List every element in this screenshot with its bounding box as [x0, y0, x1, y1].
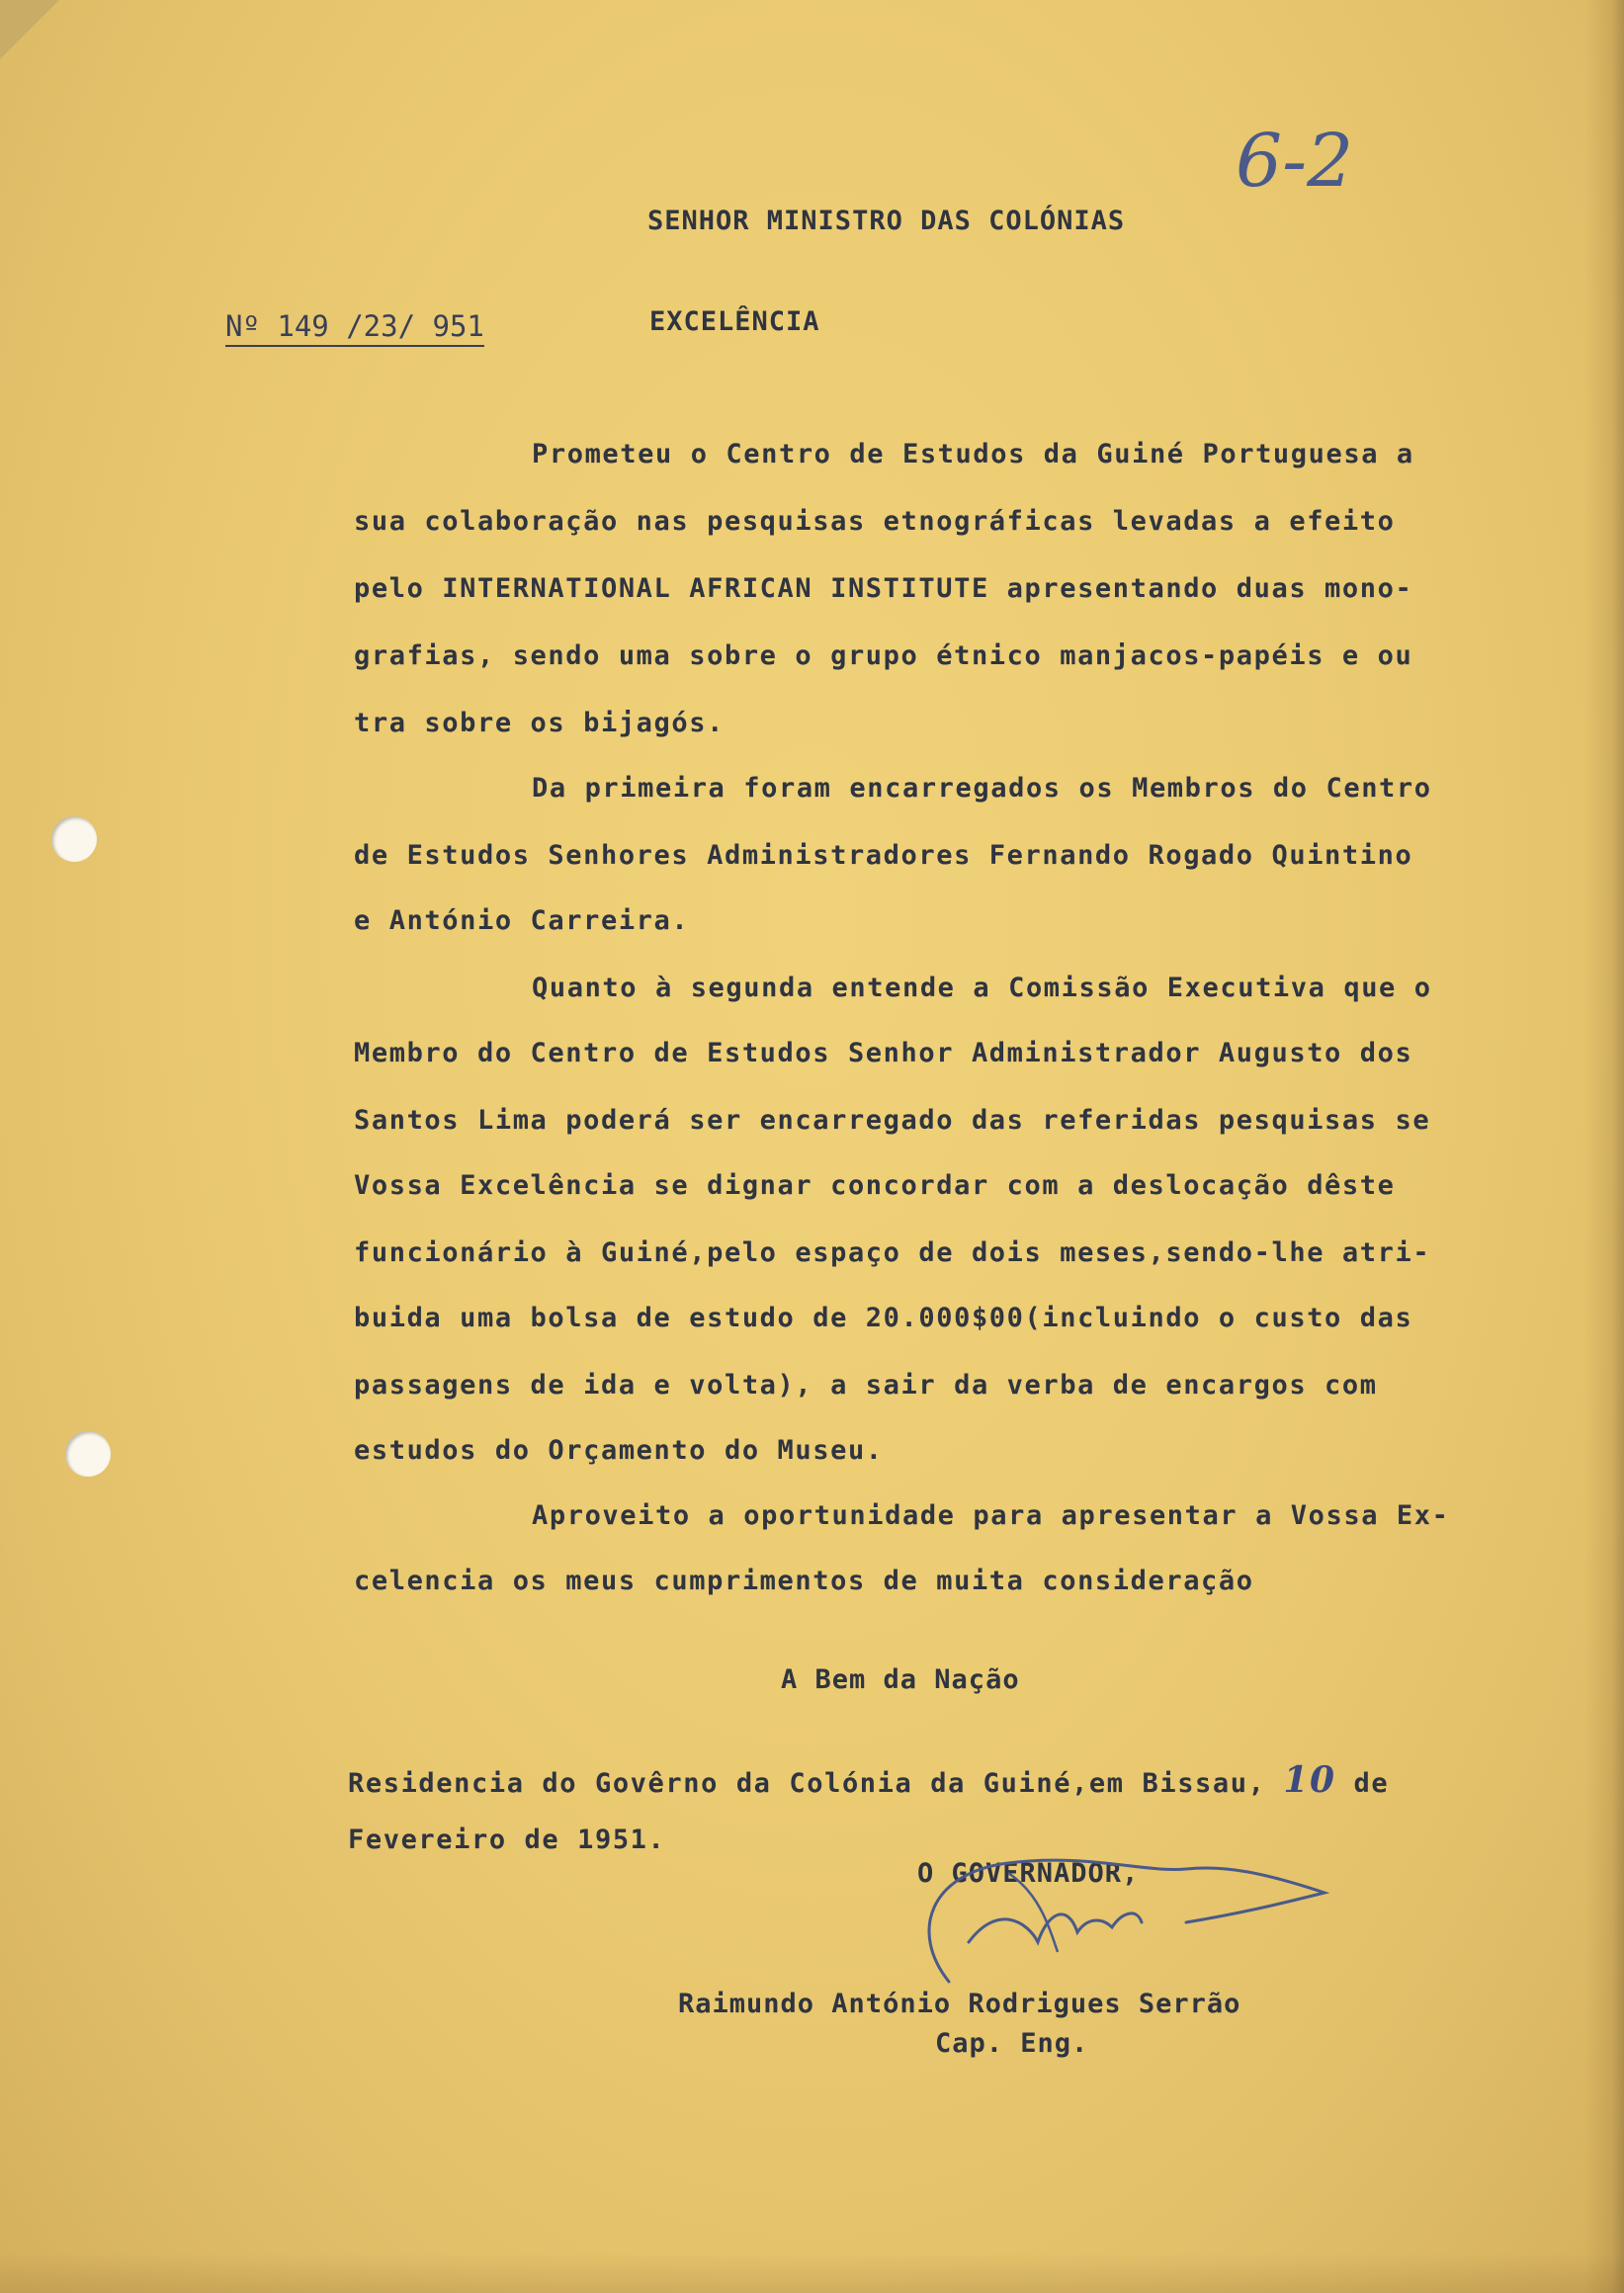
handwritten-day: 10 — [1283, 1759, 1336, 1801]
place-date-text-end: de — [1353, 1768, 1390, 1799]
closing-formula: A Bem da Nação — [781, 1664, 1020, 1695]
aged-edge — [1584, 0, 1624, 2293]
archive-mark: 6-2 — [1236, 119, 1354, 204]
paragraph-line: estudos do Orçamento do Museu. — [354, 1435, 884, 1466]
paragraph-line: sua colaboração nas pesquisas etnográficas levadas a efeito — [354, 506, 1396, 537]
signatory-name: Raimundo António Rodrigues Serrão — [678, 1989, 1241, 2019]
paragraph-line: buida uma bolsa de estudo de 20.000$00(incluindo o custo das — [354, 1303, 1413, 1333]
paragraph-line: Membro do Centro de Estudos Senhor Administrador Augusto dos — [354, 1038, 1413, 1068]
paragraph-line: tra sobre os bijagós. — [354, 708, 725, 738]
punch-hole — [51, 816, 97, 862]
paragraph-line: Aproveito a oportunidade para apresentar a Vossa Ex- — [532, 1500, 1450, 1531]
place-date-text: Residencia do Govêrno da Colónia da Guiné,em Bissau, — [348, 1768, 1266, 1799]
folded-corner — [0, 0, 59, 59]
paragraph-line: Santos Lima poderá ser encarregado das referidas pesquisas se — [354, 1105, 1431, 1136]
paragraph-line: grafias, sendo uma sobre o grupo étnico manjacos-papéis e ou — [354, 640, 1413, 671]
signatory-rank: Cap. Eng. — [935, 2028, 1089, 2059]
place-date-line — [348, 1759, 1389, 1801]
paragraph-line: pelo INTERNATIONAL AFRICAN INSTITUTE apresentando duas mono- — [354, 573, 1413, 604]
salutation: EXCELÊNCIA — [649, 306, 820, 337]
reference-number: Nº 149 /23/ 951 — [225, 309, 484, 347]
date-line: Fevereiro de 1951. — [348, 1825, 666, 1855]
punch-hole — [65, 1431, 111, 1477]
paragraph-line: Vossa Excelência se dignar concordar com a deslocação dêste — [354, 1170, 1396, 1201]
addressee: SENHOR MINISTRO DAS COLÓNIAS — [647, 206, 1126, 236]
paragraph-line: e António Carreira. — [354, 905, 690, 936]
signatory-title: O GOVERNADOR, — [917, 1858, 1140, 1889]
paragraph-line: celencia os meus cumprimentos de muita consideração — [354, 1566, 1254, 1596]
paragraph-line: passagens de ida e volta), a sair da verba de encargos com — [354, 1370, 1378, 1401]
paragraph-line: de Estudos Senhores Administradores Fernando Rogado Quintino — [354, 840, 1413, 871]
paragraph-line: Prometeu o Centro de Estudos da Guiné Portuguesa a — [532, 439, 1414, 469]
paragraph-line: Da primeira foram encarregados os Membros do Centro — [532, 773, 1432, 804]
paragraph-line: funcionário à Guiné,pelo espaço de dois meses,sendo-lhe atri- — [354, 1237, 1431, 1268]
paragraph-line: Quanto à segunda entende a Comissão Executiva que o — [532, 973, 1432, 1003]
handwritten-signature — [890, 1833, 1344, 2011]
aged-edge — [0, 2253, 1624, 2293]
